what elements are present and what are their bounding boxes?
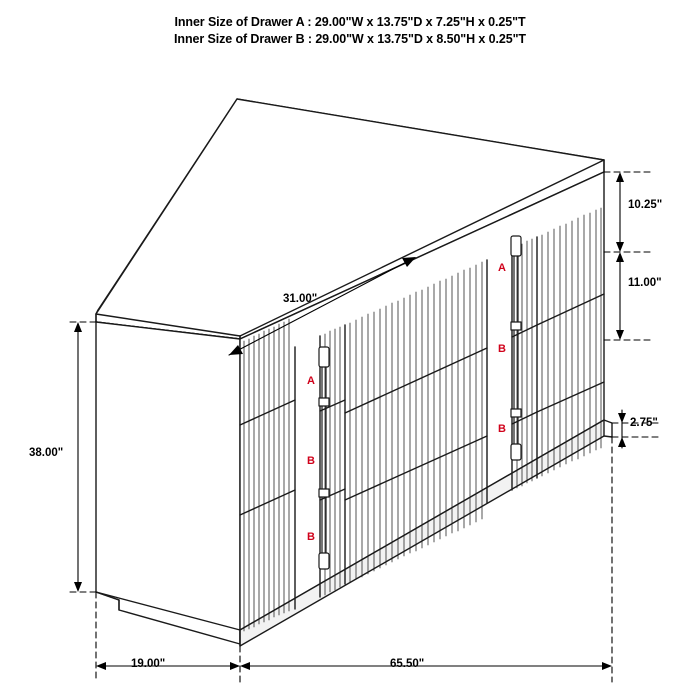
- dim-label-width: 65.50": [390, 658, 425, 670]
- dim-label-depth: 19.00": [131, 658, 166, 670]
- dim-label-right-base: 2.75": [630, 417, 658, 429]
- spec-line-b: Inner Size of Drawer B : 29.00"W x 13.75"D x 8.50"H x 0.25"T: [174, 32, 526, 46]
- dim-label-right-top: 10.25": [628, 199, 663, 211]
- drawer-label-left-b2: B: [307, 531, 315, 543]
- plinth-right-end: [604, 420, 612, 437]
- dim-label-top-depth: 31.00": [283, 293, 318, 305]
- spec-line-a: Inner Size of Drawer A : 29.00"W x 13.75"D x 7.25"H x 0.25"T: [174, 15, 526, 29]
- drawer-label-right-a: A: [498, 262, 506, 274]
- arrow-width-right: [602, 662, 612, 670]
- drawer-label-right-b1: B: [498, 343, 506, 355]
- left-side-panel: [96, 322, 240, 630]
- drawer-label-left-a: A: [307, 375, 315, 387]
- dim-label-right-mid: 11.00": [628, 277, 662, 289]
- arrow-height-top: [74, 322, 82, 332]
- arrow-width-left: [240, 662, 250, 670]
- drawer-label-right-b2: B: [498, 423, 506, 435]
- arrow-height-bottom: [74, 582, 82, 592]
- arrow-depth-right: [230, 662, 240, 670]
- dim-label-height: 38.00": [29, 447, 64, 459]
- drawer-label-left-b1: B: [307, 455, 315, 467]
- arrow-depth-left: [96, 662, 106, 670]
